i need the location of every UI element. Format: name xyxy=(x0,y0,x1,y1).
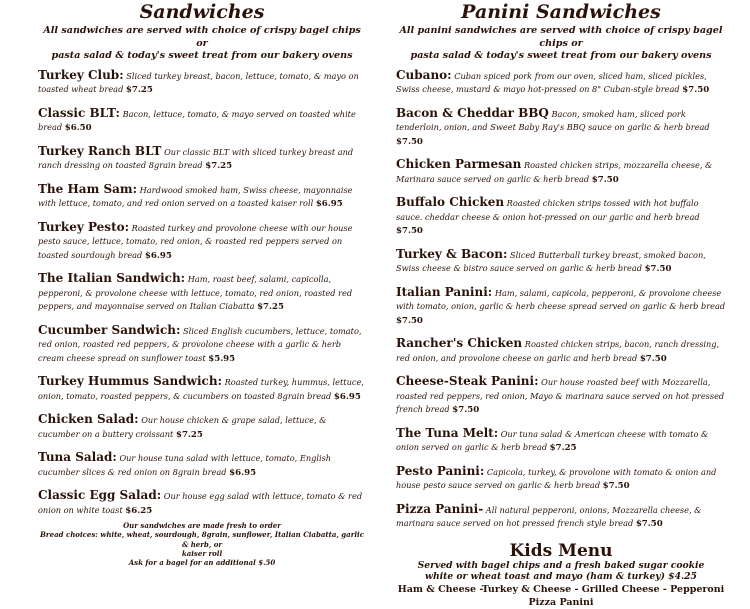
item-description: Our classic BLT with sliced turkey breast and ranch dressing on toasted 8grain bread xyxy=(38,146,354,170)
item-price: $7.50 xyxy=(396,226,423,236)
item-description: Our house tuna salad with lettuce, tomato, English cucumber slices & red onion on 8grain bread xyxy=(38,453,332,477)
menu-item-chicken-parmesan xyxy=(396,158,726,187)
sandwiches-subtitle-line2: pasta salad & today's sweet treat from our bakery ovens xyxy=(51,50,353,61)
kids-menu-subtitle xyxy=(396,560,726,583)
item-price: $7.50 xyxy=(682,85,710,95)
item-name: Italian Panini: xyxy=(396,284,493,299)
item-description: Our house chicken & grape salad, lettuce, & cucumber on a buttery croissant xyxy=(38,415,327,439)
item-price: $6.25 xyxy=(125,505,153,516)
item-name: The Tuna Melt: xyxy=(396,425,499,440)
item-price: $6.95 xyxy=(315,199,343,209)
menu-item-tuna-melt xyxy=(396,427,726,456)
kids-menu-title: Kids Menu xyxy=(509,540,613,561)
item-description: Roasted chicken strips tossed with hot buffalo sauce. cheddar cheese & onion hot-pressed on our garlic and herb bread xyxy=(396,198,700,222)
item-price: $7.50 xyxy=(639,353,667,364)
item-description: Roasted chicken strips, bacon, ranch dressing, red onion, and provolone cheese on garlic and herb bread xyxy=(396,339,720,363)
menu-item-ranchers-chicken xyxy=(396,337,726,366)
item-name: Classic Egg Salad: xyxy=(38,488,162,502)
item-price: $5.95 xyxy=(208,353,236,364)
item-name: The Ham Sam: xyxy=(38,181,138,196)
menu-item-ham-sam xyxy=(38,183,366,212)
item-description: Our house egg salad with lettuce, tomato & red onion on white toast xyxy=(38,491,363,515)
item-description: Sliced English cucumbers, lettuce, tomato, red onion, roasted red peppers, & provolone cheese with a garlic & herb cream cheese spread on sunflower toast xyxy=(38,325,362,363)
item-price: $7.50 xyxy=(635,519,663,529)
menu-item-italian-sandwich xyxy=(38,272,366,315)
item-name: Turkey & Bacon: xyxy=(396,246,508,261)
panini-subtitle xyxy=(396,25,726,63)
menu-item-italian-panini xyxy=(396,286,726,329)
menu-item-turkey-hummus xyxy=(38,375,366,404)
item-name: Turkey Club: xyxy=(38,67,124,82)
item-price: $7.50 xyxy=(644,264,672,274)
item-price: $7.50 xyxy=(396,136,423,147)
menu-item-bacon-cheddar-bbq xyxy=(396,107,726,150)
item-description: Ham, salami, capicola, pepperoni, & provolone cheese with tomato, onion, garlic & herb cheese spread served on garlic & herb bread xyxy=(396,287,726,311)
item-name: Chicken Salad: xyxy=(38,412,139,426)
item-name: The Italian Sandwich: xyxy=(38,271,186,285)
note-line: Ask for a bagel for an additional $.50 xyxy=(128,558,276,568)
menu-item-pesto-panini xyxy=(396,465,726,494)
item-name: Chicken Parmesan xyxy=(396,157,522,171)
panini-column xyxy=(396,0,726,609)
item-description: Cuban spiced pork from our oven, sliced ham, sliced pickles, Swiss cheese, mustard & mayo hot-pressed on 8" Cuban-style bread xyxy=(396,70,707,94)
item-price: $7.25 xyxy=(257,302,284,312)
item-name: Buffalo Chicken xyxy=(396,195,505,209)
kids-menu-items: Ham & Cheese -Turkey & Cheese - Grilled Cheese - Pepperoni Pizza Panini xyxy=(397,583,725,608)
item-description: Capicola, turkey, & provolone with tomato & onion and house pesto sauce served on garlic & herb bread xyxy=(396,466,717,490)
note-line: kaiser roll xyxy=(181,548,223,558)
item-price: $7.50 xyxy=(396,315,423,326)
menu-item-turkey-bacon xyxy=(396,248,726,277)
menu-item-buffalo-chicken xyxy=(396,196,726,239)
bread-note xyxy=(38,521,366,567)
item-name: Pesto Panini: xyxy=(396,463,485,478)
item-name: Tuna Salad: xyxy=(38,450,117,464)
item-description: Ham, roast beef, salami, capicolla, pepperoni, & provolone cheese with lettuce, tomato, red onion, roasted red peppers, and mayonnaise served on Italian Ciabatta xyxy=(38,274,353,311)
panini-subtitle-line2: pasta salad & today's sweet treat from our bakery ovens xyxy=(410,50,712,61)
item-name: Cheese-Steak Panini: xyxy=(396,374,539,388)
menu-item-cheese-steak-panini xyxy=(396,375,726,418)
item-name: Cubano: xyxy=(396,67,452,82)
kids-sub-line: Served with bagel chips and a fresh baked sugar cookie xyxy=(417,559,705,571)
menu-item-cubano xyxy=(396,69,726,98)
item-price: $7.50 xyxy=(602,481,630,491)
sandwiches-subtitle-line1: All sandwiches are served with choice of crispy bagel chips or xyxy=(43,25,361,49)
menu-item-classic-blt xyxy=(38,107,366,136)
item-description: Sliced Butterball turkey breast, smoked bacon, Swiss cheese & bistro sauce served on garlic & herb bread xyxy=(396,249,706,273)
item-description: Our house roasted beef with Mozzarella, roasted red peppers, red onion, Mayo & marinara sauce served on hot pressed french bread xyxy=(396,377,725,414)
item-price: $6.50 xyxy=(64,123,92,133)
menu-item-cucumber-sandwich xyxy=(38,324,366,367)
item-description: Bacon, lettuce, tomato, & mayo served on toasted white bread xyxy=(38,108,356,132)
sandwiches-subtitle xyxy=(38,25,366,63)
menu-item-classic-egg-salad xyxy=(38,489,366,518)
item-name: Turkey Ranch BLT xyxy=(38,143,162,158)
panini-title: Panini Sandwiches xyxy=(461,1,661,23)
item-description: All natural pepperoni, onions, Mozzarella cheese, & marinara sauce served on hot pressed french style bread xyxy=(396,504,702,528)
item-name: Classic BLT: xyxy=(38,105,120,120)
item-name: Turkey Pesto: xyxy=(38,219,130,234)
item-name: Pizza Panini- xyxy=(396,501,484,516)
menu-item-tuna-salad xyxy=(38,451,366,480)
item-price: $7.25 xyxy=(125,85,153,95)
menu-item-turkey-ranch-blt xyxy=(38,145,366,174)
kids-sub-line: white or wheat toast and mayo (ham & turkey) $4.25 xyxy=(425,571,697,582)
menu-item-chicken-salad xyxy=(38,413,366,442)
item-price: $7.25 xyxy=(549,443,577,453)
item-price: $6.95 xyxy=(144,250,172,261)
menu-item-turkey-club xyxy=(38,69,366,98)
note-line: Our sandwiches are made fresh to order xyxy=(123,521,281,530)
item-price: $7.50 xyxy=(452,405,480,415)
item-price: $6.95 xyxy=(229,467,257,478)
item-name: Rancher's Chicken xyxy=(396,336,523,350)
panini-subtitle-line1: All panini sandwiches are served with choice of crispy bagel chips or xyxy=(399,25,723,49)
item-description: Sliced turkey breast, bacon, lettuce, tomato, & mayo on toasted wheat bread xyxy=(38,70,359,94)
item-description: Bacon, smoked ham, sliced pork tenderloin, onion, and Sweet Baby Ray's BBQ sauce on garlic & herb bread xyxy=(396,108,710,132)
sandwiches-column xyxy=(38,0,366,567)
item-description: Hardwood smoked ham, Swiss cheese, mayonnaise with lettuce, tomato, and red onion served on a toasted kaiser roll xyxy=(38,184,353,208)
item-description: Roasted chicken strips, mozzarella cheese, & Marinara sauce served on garlic & herb bread xyxy=(396,160,713,184)
note-line: Bread choices: white, wheat, sourdough, 8grain, sunflower, Italian Ciabatta, garlic & herb, or xyxy=(40,530,364,549)
item-price: $7.25 xyxy=(175,429,203,440)
sandwiches-title: Sandwiches xyxy=(139,1,265,23)
item-description: Roasted turkey and provolone cheese with our house pesto sauce, lettuce, tomato, red onion, & roasted red peppers served on toasted sourdough bread xyxy=(38,222,353,260)
menu-item-turkey-pesto xyxy=(38,221,366,264)
item-name: Turkey Hummus Sandwich: xyxy=(38,374,222,388)
item-name: Bacon & Cheddar BBQ xyxy=(396,105,549,120)
item-price: $6.95 xyxy=(333,391,361,402)
item-description: Our tuna salad & American cheese with tomato & onion served on garlic & herb bread xyxy=(396,428,709,452)
item-price: $7.50 xyxy=(591,174,619,185)
item-price: $7.25 xyxy=(205,161,233,171)
item-description: Roasted turkey, hummus, lettuce, onion, tomato, roasted peppers, & cucumbers on toasted 8grain bread xyxy=(38,377,364,401)
item-name: Cucumber Sandwich: xyxy=(38,322,181,337)
menu-item-pizza-panini xyxy=(396,503,726,532)
